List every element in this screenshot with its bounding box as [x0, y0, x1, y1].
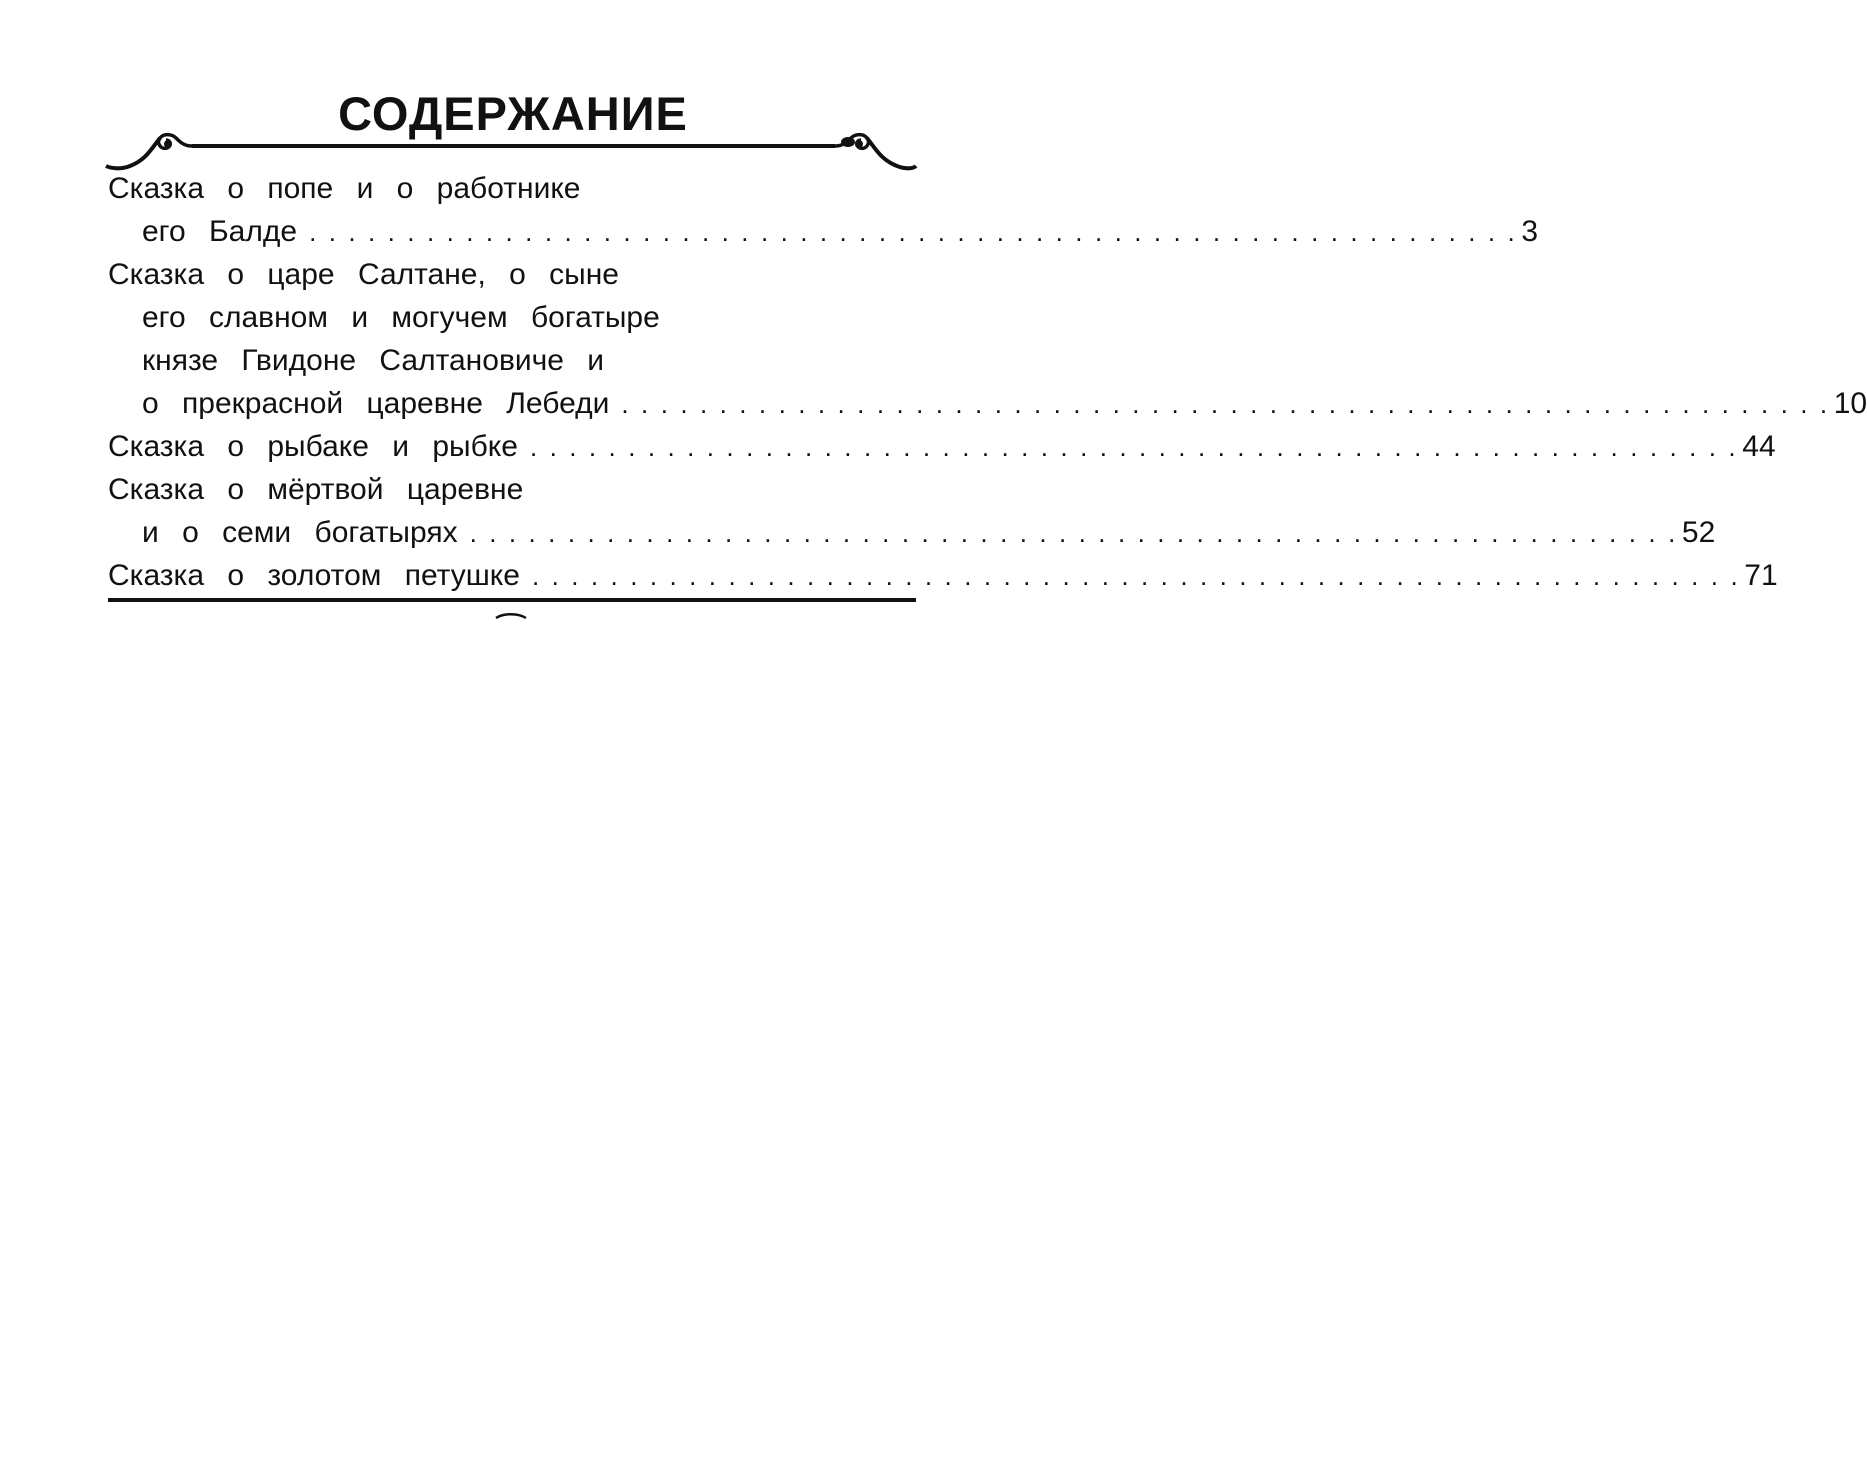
toc-entry-line [108, 339, 914, 382]
dot-leader: . . . . . . . . . . . . . . . . . . . . . . . . . . . . . . . . . . . . . . . . . . . . . . . . . . . . . . . . . . . . . . [469, 518, 1678, 548]
page-number: 10 [1833, 387, 1867, 420]
toc-entry-line[interactable] [108, 210, 1539, 253]
toc-entry-text: о прекрасной царевне Лебеди [142, 387, 610, 420]
bottom-divider [108, 598, 916, 602]
dot-leader: . . . . . . . . . . . . . . . . . . . . . . . . . . . . . . . . . . . . . . . . . . . . . . . . . . . . . . . . . . . . . . [621, 389, 1830, 419]
toc-entry-text: Сказка о рыбаке и рыбке [108, 430, 518, 463]
page-number: 52 [1681, 516, 1716, 549]
page-number: 3 [1521, 215, 1539, 248]
toc-entry-line [108, 296, 914, 339]
toc-entry-text: Сказка о мёртвой царевне [108, 473, 524, 506]
toc-entry-line [108, 468, 914, 511]
toc-entry-line[interactable] [108, 554, 1778, 597]
toc-entry-line[interactable] [108, 425, 1776, 468]
dot-leader: . . . . . . . . . . . . . . . . . . . . . . . . . . . . . . . . . . . . . . . . . . . . . . . . . . . . . . . . . . . . . . [531, 561, 1741, 591]
toc-entry-line [108, 167, 914, 210]
toc-entry-text: и о семи богатырях [142, 516, 458, 549]
page-number: 71 [1744, 559, 1778, 592]
table-of-contents [108, 167, 1867, 597]
toc-entry-text: Сказка о золотом петушке [108, 559, 520, 592]
toc-entry-line [108, 253, 914, 296]
page-number: 44 [1742, 430, 1776, 463]
toc-entry-text: его славном и могучем богатыре [142, 301, 660, 334]
dot-leader: . . . . . . . . . . . . . . . . . . . . . . . . . . . . . . . . . . . . . . . . . . . . . . . . . . . . . . . . . . . . . . [529, 432, 1739, 462]
toc-entry-line[interactable] [108, 511, 1716, 554]
toc-entry-text: князе Гвидоне Салтановиче и [142, 344, 605, 377]
toc-entry-text: Сказка о царе Салтане, о сыне [108, 258, 619, 291]
toc-entry-text: его Балде [142, 215, 298, 248]
toc-entry-line[interactable] [108, 382, 1867, 425]
toc-entry-text: Сказка о попе и о работнике [108, 172, 581, 205]
dot-leader: . . . . . . . . . . . . . . . . . . . . . . . . . . . . . . . . . . . . . . . . . . . . . . . . . . . . . . . . . . . . . . [309, 217, 1518, 247]
ornament-mark-icon [494, 612, 528, 620]
page-title: СОДЕРЖАНИЕ [338, 87, 688, 140]
